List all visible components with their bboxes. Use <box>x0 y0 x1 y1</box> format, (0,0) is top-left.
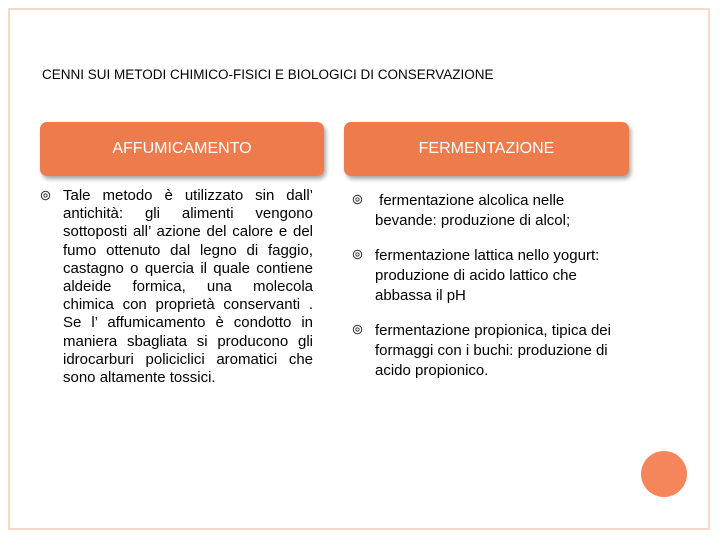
list-item-text: Tale metodo è utilizzato sin dall’ antichità: gli alimenti vengono sottoposti all’ azione del calore e del fumo ottenuto dal legno di faggio, castagno o quercia il quale contiene aldeide formica, una molecola chimica con proprietà conservanti . Se l’ affumicamento è condotto in maniera sbagliata si producono gli idrocarburi policiclici aromatici che sono altamente tossici. <box>63 187 313 387</box>
affumicamento-list <box>40 187 313 387</box>
list-item-text: fermentazione lattica nello yogurt: produzione di acido lattico che abbassa il pH <box>375 247 600 304</box>
sun-bullet-icon <box>352 249 363 260</box>
sun-bullet-icon <box>352 194 363 205</box>
sun-bullet-icon <box>352 324 363 335</box>
list-item <box>352 246 627 306</box>
header-affumicamento-label: AFFUMICAMENTO <box>112 140 252 157</box>
header-affumicamento <box>40 122 324 176</box>
list-item-text: fermentazione alcolica nelle bevande: produzione di alcol; <box>375 192 571 229</box>
list-item <box>352 321 627 381</box>
list-item-text: fermentazione propionica, tipica dei formaggi con i buchi: produzione di acido propionico. <box>375 322 611 379</box>
list-item <box>40 187 313 387</box>
sun-bullet-icon <box>40 190 51 201</box>
orange-circle-decoration <box>641 451 687 497</box>
fermentazione-list <box>352 191 627 396</box>
list-item <box>352 191 627 231</box>
header-fermentazione-label: FERMENTAZIONE <box>418 140 555 157</box>
header-fermentazione <box>344 122 629 176</box>
slide-title: CENNI SUI METODI CHIMICO-FISICI E BIOLOGICI DI CONSERVAZIONE <box>42 67 494 82</box>
